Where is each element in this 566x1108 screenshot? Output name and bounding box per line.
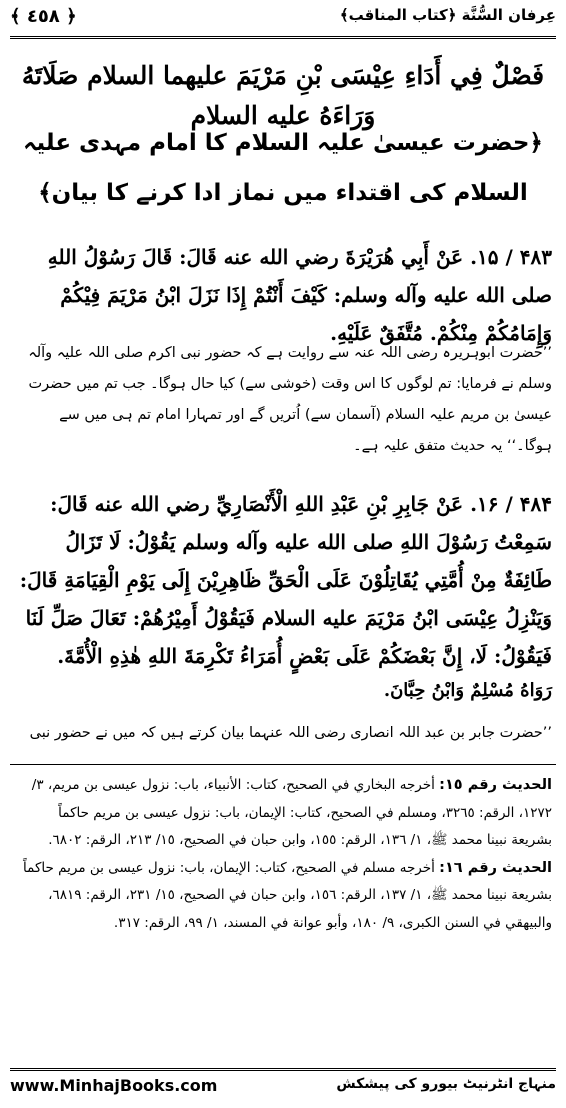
hadith-2-arabic: [14, 485, 552, 675]
hadith-2-text: عَنْ جَابِرِ بْنِ عَبْدِ اللهِ الْأَنْصَارِيِّ رضي الله عنه قَالَ: سَمِعْتُ رَسُوْلَ اللهِ صلى الله عليه وآله وسلم يَقُوْلُ: لَا تَزَالُ طَائِفَةٌ مِنْ أُمَّتِي يُقَاتِلُوْنَ عَلَى الْحَقِّ ظَاهِرِيْنَ إِلَى يَوْمِ الْقِيَامَةِ قَالَ: وَيَنْزِلُ عِيْسَى ابْنُ مَرْيَمَ عليه السلام فَيَقُوْلُ أَمِيْرُهُمْ: تَعَالَ صَلِّ لَنَا فَيَقُوْلُ: لَا، إِنَّ بَعْضَكُمْ عَلَى بَعْضٍ أُمَرَاءُ تَكْرِمَةَ اللهِ هٰذِهِ الْأُمَّةَ.: [19, 492, 552, 668]
hadith-1-text: عَنْ أَبِي هُرَيْرَةَ رضي الله عنه قَالَ: قَالَ رَسُوْلُ اللهِ صلى الله عليه وآله وسلم: كَيْفَ أَنْتُمْ إِذَا نَزَلَ ابْنُ مَرْيَمَ فِيْكُمْ وَإِمَامُكُمْ مِنْكُمْ. مُتَّفَقٌ عَلَيْهِ.: [47, 245, 552, 345]
footnote-2: [14, 855, 552, 938]
running-header: [10, 6, 556, 36]
header-divider: [10, 36, 556, 39]
page-footer: [10, 1076, 556, 1102]
hadith-2-urdu-translation: ’’حضرت جابر بن عبد اللہ انصاری رضی اللہ عنہما بیان کرتے ہیں کہ میں نے حضور نبی: [29, 725, 552, 741]
footnote-divider: [10, 764, 556, 765]
footnote-1-text: أخرجه البخاري في الصحيح، كتاب: الأنبياء، باب: نزول عيسى بن مريم، ٣/ ١٢٧٢، الرقم: ٣٢٦٥، ومسلم في الصحيح، كتاب: الإيمان، باب: نزول عيسى بن مريم حاكماً بشريعة نبينا محمد ﷺ، ١/ ١٣٦، الرقم: ١٥٥، وابن حبان في الصحيح، ١٥/ ٢١٣، الرقم: ٦٨٠٢.: [31, 777, 552, 848]
page-number: ﴿ ٤٥٨ ﴾: [10, 6, 77, 27]
footnote-2-label: الحديث رقم ١٦:: [439, 859, 552, 876]
urdu-heading: ﴿حضرت عیسیٰ علیہ السلام کا امام مہدی علیہ السلام کی اقتداء میں نماز ادا کرنے کا بیان﴾: [23, 130, 543, 206]
footer-credit: منہاج انٹرنیٹ بیورو کی پیشکش: [336, 1076, 556, 1092]
website-link[interactable]: www.MinhajBooks.com: [10, 1076, 218, 1095]
hadith-1-number: ۴۸۳ / ۱۵.: [470, 245, 552, 269]
hadith-2-number: ۴۸۴ / ۱۶.: [470, 492, 552, 516]
hadith-1-urdu-translation: ’’حضرت ابوہریرہ رضی اللہ عنہ سے روایت ہے کہ حضور نبی اکرم صلی اللہ علیہ وآلہ وسلم نے فرمایا: تم لوگوں کا اس وقت (خوشی سے) کیا حال ہوگا۔ جب تم میں حضرت عیسیٰ بن مریم علیہ السلام (آسمان سے) اُتریں گے اور تمہارا امام تم ہی میں سے ہوگا۔‘‘ یہ حدیث متفق علیہ ہے۔: [28, 345, 552, 454]
footnote-1: [14, 772, 552, 855]
hadith-2-reference: رَوَاهُ مُسْلِمٌ وَابْنُ حِبَّانَ.: [383, 680, 552, 701]
footer-divider: [10, 1068, 556, 1071]
book-title: عِرفان السُّنَّة ﴿كتاب المناقب﴾: [339, 6, 556, 24]
footnote-1-label: الحديث رقم ١٥:: [439, 777, 552, 793]
section-heading: فَصْلٌ فِي أَدَاءِ عِيْسَى بْنِ مَرْيَمَ عليهما السلام صَلَاتَهُ وَرَاءَهُ عليه السلام: [21, 61, 545, 130]
hadith-1-arabic: [14, 238, 552, 352]
footnote-2-text: أخرجه مسلم في الصحيح، كتاب: الإيمان، باب: نزول عيسى بن مريم حاكماً بشريعة نبينا محمد ﷺ، ١/ ١٣٧، الرقم: ١٥٦، وابن حبان في الصحيح، ١٥/ ٢٣١، الرقم: ٦٨١٩، والبيهقي في السنن الكبرى، ٩/ ١٨٠، وأبو عوانة في المسند، ١/ ٩٩، الرقم: ٣١٧.: [23, 859, 552, 931]
footnotes: [14, 772, 552, 937]
